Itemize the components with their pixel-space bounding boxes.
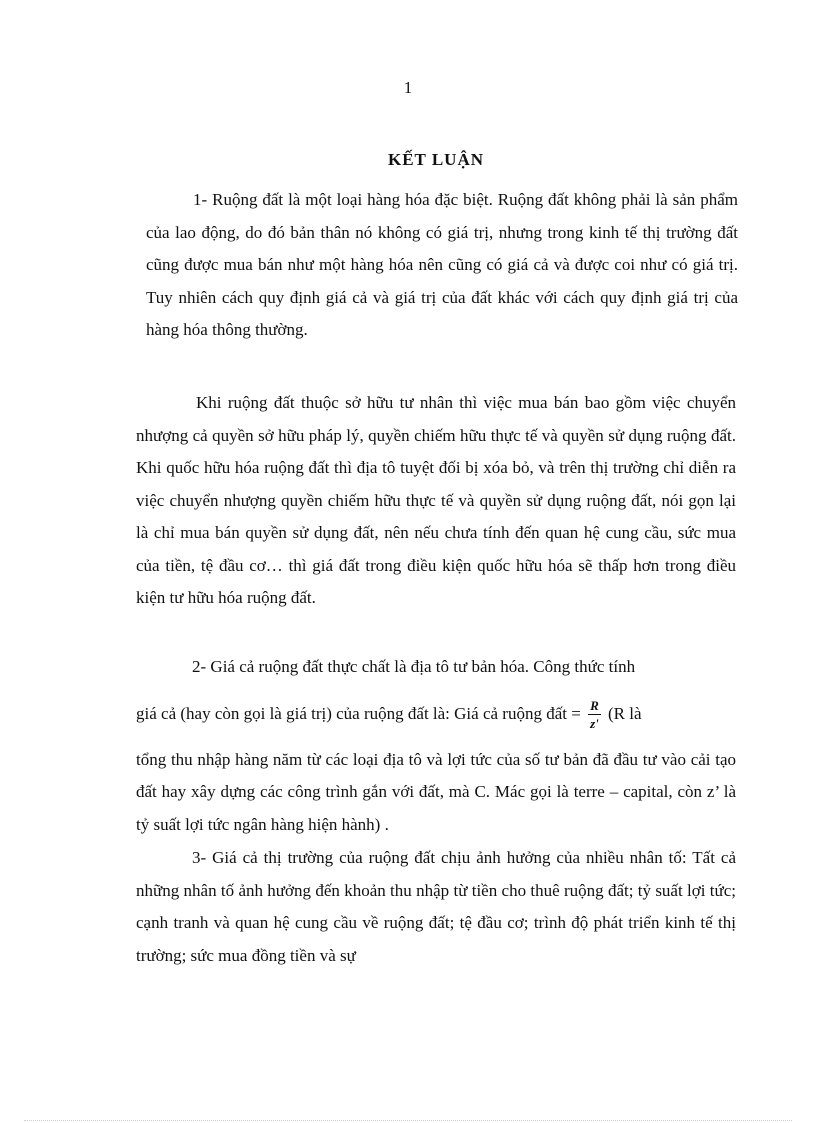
formula-lead-text: giá cả (hay còn gọi là giá trị) của ruộng đất là: Giá cả ruộng đất = (136, 703, 581, 723)
page-bottom-divider (24, 1120, 792, 1121)
paragraph-4: 3- Giá cả thị trường của ruộng đất chịu ảnh hưởng của nhiều nhân tố: Tất cả những nhân tố ảnh hưởng đến khoản thu nhập từ tiền cho thuê ruộng đất; tỷ suất lợi tức; cạnh tranh và quan hệ cung cầu về ruộng đất; tệ đầu cơ; trình độ phát triển kinh tế thị trường; sức mua đồng tiền và sự (136, 848, 736, 965)
paragraph-3 (136, 651, 736, 841)
formula-numerator: R (590, 698, 599, 714)
paragraph-3-rest: tổng thu nhập hàng năm từ các loại địa tô và lợi tức của số tư bản đã đầu tư vào cải tạo đất hay xây dựng các công trình gắn với đất, mà C. Mác gọi là terre – capital, còn z’ là tỷ suất lợi tức ngân hàng hiện hành) . (136, 749, 736, 834)
paragraph-3-formula-line (136, 684, 736, 744)
paragraph-3-line-1: 2- Giá cả ruộng đất thực chất là địa tô tư bản hóa. Công thức tính (192, 657, 636, 676)
price-formula-fraction (588, 699, 601, 730)
paragraph-2: Khi ruộng đất thuộc sở hữu tư nhân thì việc mua bán bao gồm việc chuyển nhượng cả quyền sở hữu pháp lý, quyền chiếm hữu thực tế và quyền sử dụng ruộng đất. Khi quốc hữu hóa ruộng đất thì địa tô tuyệt đối bị xóa bỏ, và trên thị trường chỉ diễn ra việc chuyển nhượng quyền chiếm hữu thực tế và quyền sử dụng ruộng đất, nói gọn lại là chỉ mua bán quyền sử dụng đất, nên nếu chưa tính đến quan hệ cung cầu, sức mua của tiền, tệ đầu cơ… thì giá đất trong điều kiện quốc hữu hóa sẽ thấp hơn trong điều kiện tư hữu hóa ruộng đất. (136, 393, 736, 607)
page-title: KẾT LUẬN (387, 150, 484, 169)
formula-trailing-text: (R là (607, 703, 642, 723)
paragraph-1: 1- Ruộng đất là một loại hàng hóa đặc biệt. Ruộng đất không phải là sản phẩm của lao động, do đó bản thân nó không có giá trị, nhưng trong kinh tế thị trường đất cũng được mua bán như một hàng hóa nên cũng có giá cả và được coi như có giá trị. Tuy nhiên cách quy định giá cả và giá trị của đất khác với cách quy định giá trị của hàng hóa thông thường. (146, 190, 738, 339)
formula-denominator: z' (590, 716, 599, 732)
page-number: 1 (403, 78, 413, 97)
